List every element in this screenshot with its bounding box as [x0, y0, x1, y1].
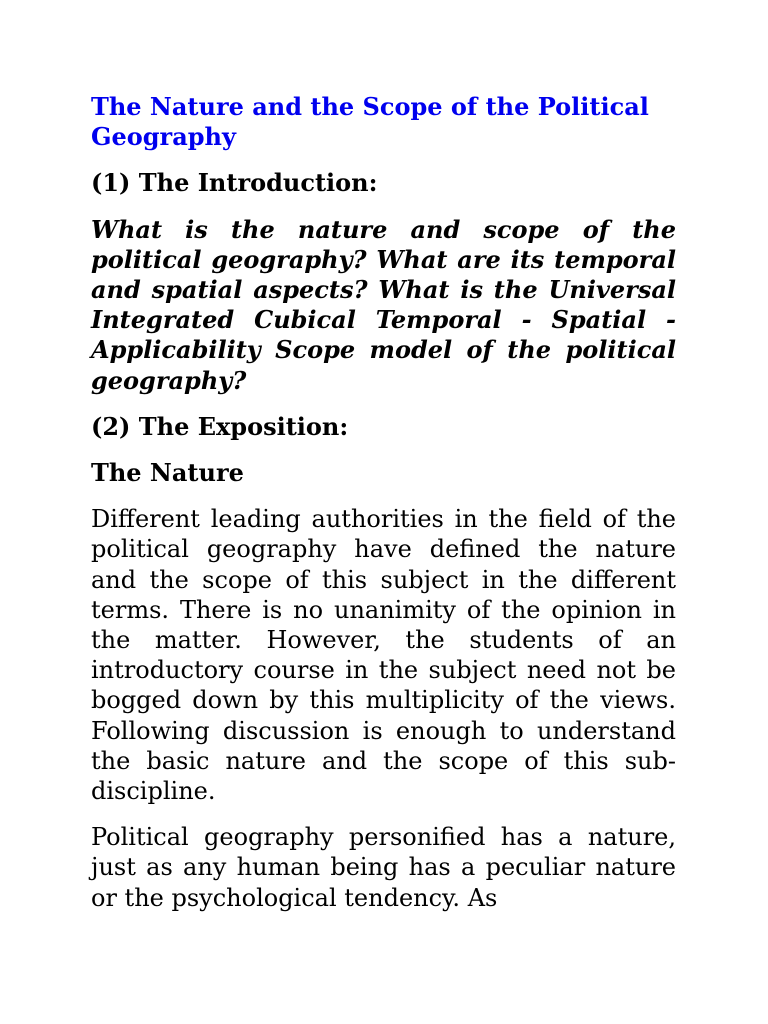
section-heading-introduction: (1) The Introduction: — [91, 168, 378, 198]
body-paragraph-1: Different leading authorities in the field of the political geography have defined the nature and the scope of this subject in the different terms. There is no unanimity of the opinion in the matter. However, the students of an introductory course in the subject need not be bogged down by this multiplicity of the views. Following discussion is enough to understand the basic nature and the scope of this sub-discipline. — [91, 505, 676, 806]
document-page — [91, 92, 676, 929]
document-title: The Nature and the Scope of the Political Geography — [91, 92, 649, 152]
section-heading-exposition: (2) The Exposition: — [91, 411, 349, 441]
subheading-nature: The Nature — [91, 458, 244, 488]
body-paragraph-2: Political geography personified has a nature, just as any human being has a peculiar nature or the psychological tendency. As — [91, 823, 676, 912]
intro-question-paragraph: What is the nature and scope of the political geography? What are its temporal and spatial aspects? What is the Universal Integrated Cubical Temporal - Spatial - Applicability Scope model of the political geography? — [91, 214, 676, 395]
